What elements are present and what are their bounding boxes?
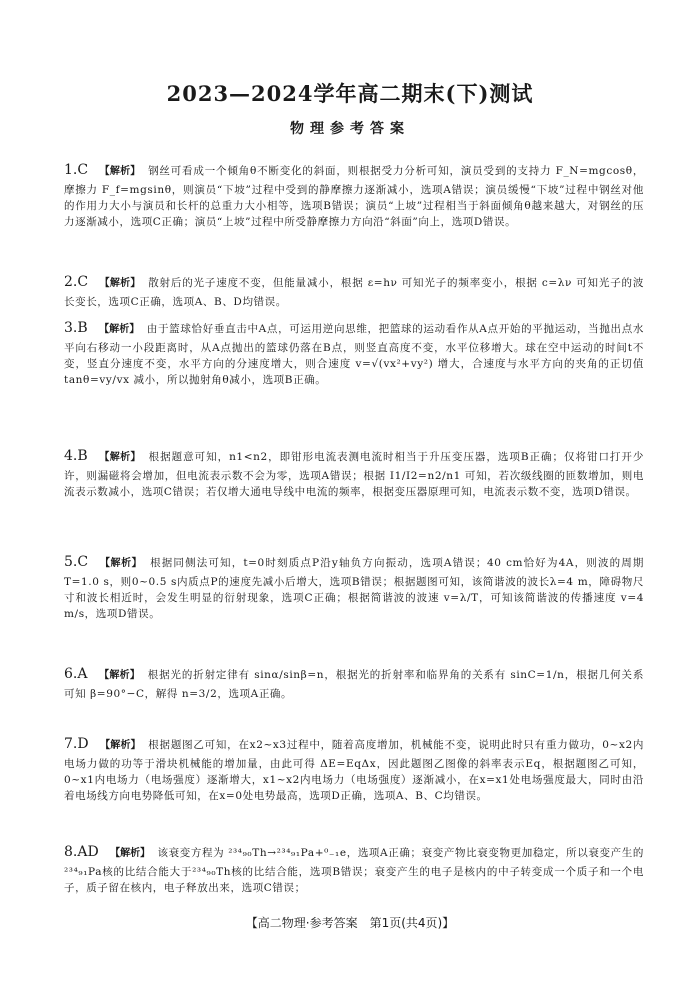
answer-number: 3.B [64, 320, 88, 336]
answer-number: 8.AD [64, 844, 99, 860]
analysis-tag: 【解析】 [110, 848, 151, 859]
analysis-tag: 【解析】 [99, 670, 141, 681]
answer-item [64, 318, 644, 388]
answer-number: 1.C [64, 162, 89, 178]
analysis-tag: 【解析】 [99, 452, 141, 463]
answer-text: 根据题意可知，n1<n2，即钳形电流表测电流时相当于升压变压器，选项B正确；仅将钳口打开少许，则漏磁将会增加，但电流表示数不会为零，选项A错误；根据 I1/I2=n2/n1 可知，若次级线圈的匝数增加，则电流表示数减小，选项C错误；若仅增大通电导线中电流的频率，根据变压器原理可知，电流表示数不变，选项D错误。 [64, 451, 645, 498]
analysis-tag: 【解析】 [99, 558, 143, 569]
page-footer: 【高二物理·参考答案 第1页(共4页)】 [245, 916, 455, 930]
answer-text: 根据同侧法可知，t=0时刻质点P沿y轴负方向振动，选项A错误；40 cm恰好为4A，则波的周期T=1.0 s，则0~0.5 s内质点P的速度先减小后增大，选项B错误；根据题图可知，该简谐波的波长λ=4 m，障碍物尺寸和波长相近时，会发生明显的衍射现象，选项C正确；根据简谐波的波速 v=λ/T，可知该简谐波的传播速度 v=4 m/s，选项D错误。 [64, 557, 645, 621]
answer-item [64, 272, 644, 310]
answer-number: 2.C [64, 274, 89, 290]
answer-item [64, 842, 644, 896]
analysis-tag: 【解析】 [99, 278, 141, 289]
answer-number: 5.C [64, 554, 89, 570]
answer-item [64, 446, 644, 500]
answer-item [64, 160, 644, 230]
analysis-tag: 【解析】 [100, 740, 141, 751]
analysis-tag: 【解析】 [99, 324, 140, 335]
analysis-tag: 【解析】 [99, 166, 141, 177]
answer-text: 由于篮球恰好垂直击中A点，可运用逆向思维，把篮球的运动看作从A点开始的平抛运动，当抛出点水平向右移动一小段距离时，从A点抛出的篮球仍落在B点，则竖直高度不变，水平位移增大。球在空中运动的时间t不变，竖直分速度不变，水平方向的分速度增大，则合速度 v=√(vx²+vy²) 增大，合速度与水平方向的夹角的正切值 tanθ=vy/vx 减小，所以抛射角θ减小，选项B正确。 [64, 323, 644, 387]
answer-text: 根据题图乙可知，在x2~x3过程中，随着高度增加，机械能不变，说明此时只有重力做功，0~x2内电场力做的功等于滑块机械能的增加量，由此可得 ΔE=EqΔx，因此题图乙图像的斜率表示Eq，根据题图乙可知，0~x1内电场力（电场强度）逐渐增大，x1~x2内电场力（电场强度）逐渐减小，在x=x1处电场强度最大，同时由沿着电场线方向电势降低可知，在x=0处电势最高，选项D正确，选项A、B、C均错误。 [64, 739, 645, 803]
answer-number: 6.A [64, 666, 88, 682]
answer-text: 散射后的光子速度不变，但能量减小，根据 ε=hν 可知光子的频率变小，根据 c=λν 可知光子的波长变长，选项C正确，选项A、B、D均错误。 [64, 277, 644, 308]
answer-text: 该衰变方程为 ²³⁴₉₀Th→²³⁴₉₁Pa+⁰₋₁e，选项A正确；衰变产物比衰变物更加稳定，所以衰变产生的²³⁴₉₁Pa核的比结合能大于²³⁴₉₀Th核的比结合能，选项B错误；衰变产生的电子是核内的中子转变成一个质子和一个电子，质子留在核内，电子释放出来，选项C错误； [64, 847, 644, 894]
answer-text: 钢丝可看成一个倾角θ不断变化的斜面，则根据受力分析可知，演员受到的支持力 F_N=mgcosθ，摩擦力 F_f=mgsinθ，则演员“下坡”过程中受到的静摩擦力逐渐减小，选项A错误；演员缓慢“下坡”过程中钢丝对他的作用力大小与演员和长杆的总重力大小相等，选项B错误；演员“上坡”过程相当于斜面倾角θ越来越大，对钢丝的压力逐渐减小，选项C正确；演员“上坡”过程中所受静摩擦力方向沿“斜面”向上，选项D错误。 [64, 165, 645, 229]
page-title: 2023—2024学年高二期末(下)测试 [166, 81, 534, 106]
answer-item [64, 664, 644, 702]
answer-item [64, 552, 644, 622]
page-subtitle: 物理参考答案 [290, 121, 410, 137]
answer-number: 7.D [64, 736, 89, 752]
answer-item [64, 734, 644, 804]
answer-text: 根据光的折射定律有 sinα/sinβ=n，根据光的折射率和临界角的关系有 sinC=1/n，根据几何关系可知 β=90°−C，解得 n=3/2，选项A正确。 [64, 669, 645, 700]
answer-number: 4.B [64, 448, 88, 464]
